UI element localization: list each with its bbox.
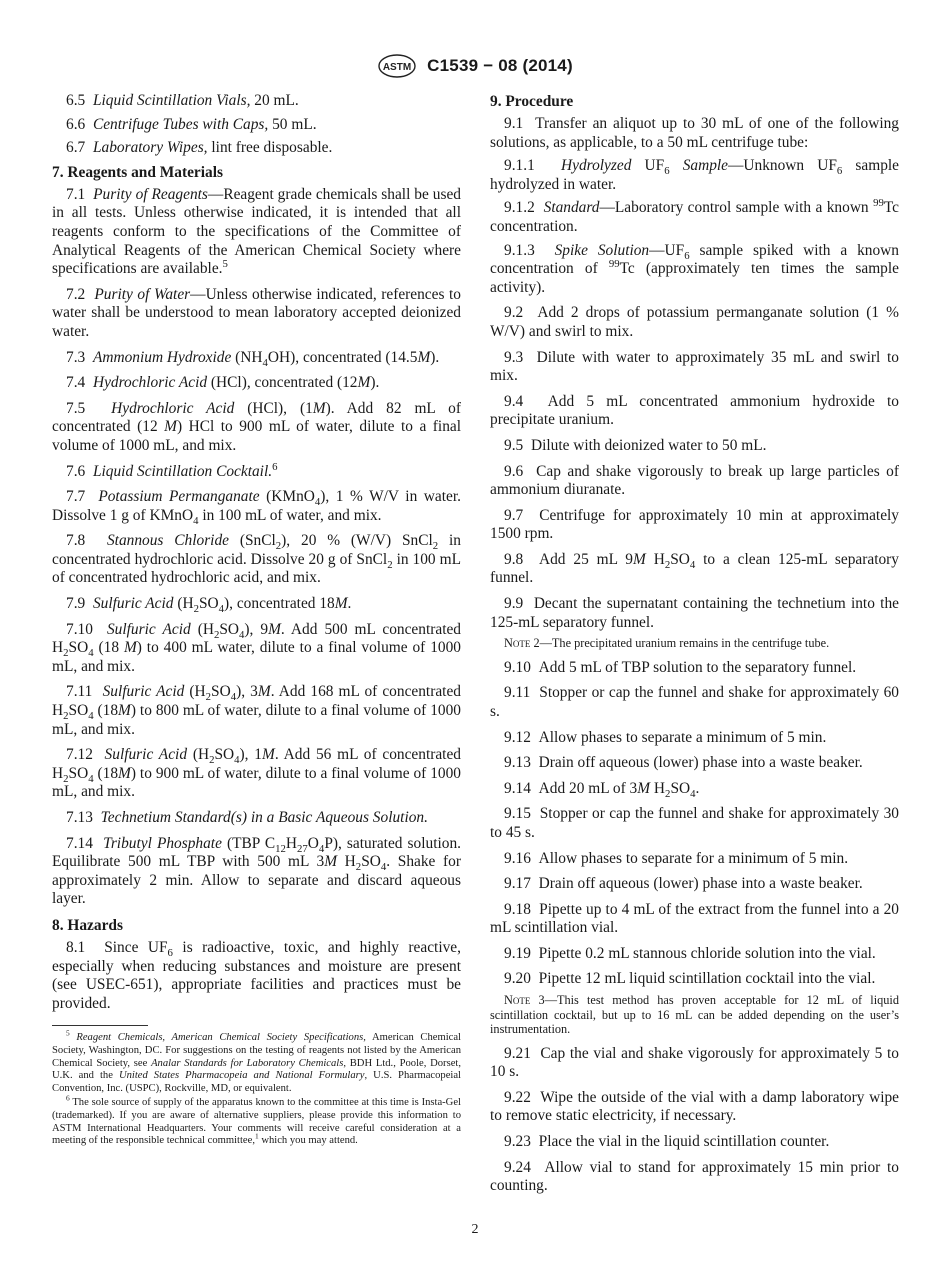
section-6-5: 6.5 Liquid Scintillation Vials, 20 mL. <box>66 92 299 109</box>
section-7-11: 7.11 Sulfuric Acid $(H_2SO_4)$, 3M. Add 168 mL of concentrated $H_2SO_4$ (18M) to 800 mL of water, dilute to a final volume of 1000 mL, and mix. <box>52 683 461 738</box>
section-9-24: 9.24 Allow vial to stand for approximately 15 min prior to counting. <box>490 1158 899 1195</box>
section-7-7: 7.7 Potassium Permanganate (KMnO$_4$), 1 % W/V in water. Dissolve 1 g of KMnO$_4$ in 100 mL of water, and mix. <box>52 488 461 527</box>
heading-9: 9. Procedure <box>490 93 574 110</box>
section-9-8: 9.8 Add 25 mL 9M $H_2SO_4$ to a clean 125-mL separatory funnel. <box>490 550 899 587</box>
section-9-9: 9.9 Decant the supernatant containing the technetium into the 125-mL separatory funnel. <box>490 595 899 631</box>
right-column <box>490 92 899 1203</box>
section-9-5: 9.5 Dilute with deionized water to 50 mL. <box>504 436 767 454</box>
section-9-16: 9.16 Allow phases to separate for a minimum of 5 min. <box>504 849 849 867</box>
section-7-2: 7.2 Purity of Water—Unless otherwise indicated, references to water shall be understood to mean laboratory accepted deionized water. <box>52 285 461 340</box>
section-7-12: 7.12 Sulfuric Acid $(H_2SO_4)$, 1M. Add 56 mL of concentrated $H_2SO_4$ (18M) to 900 mL of water, dilute to a final volume of 1000 mL, and mix. <box>52 746 461 801</box>
heading-7: 7. Reagents and Materials <box>52 163 223 181</box>
section-9-6: 9.6 Cap and shake vigorously to break up large particles of ammonium diuranate. <box>490 462 899 499</box>
section-9-15: 9.15 Stopper or cap the funnel and shake for approximately 30 to 45 s. <box>490 805 899 841</box>
heading-8: 8. Hazards <box>52 916 123 934</box>
section-7-8: 7.8 Stannous Chloride (SnCl$_2$), 20 % (W/V) SnCl$_2$ in concentrated hydrochloric acid. Dissolve 20 g of SnCl$_2$ in 100 mL of concentrated hydrochloric acid, and mix. <box>52 532 461 587</box>
section-9-22: 9.22 Wipe the outside of the vial with a damp laboratory wipe to remove static electricity, if necessary. <box>490 1088 899 1125</box>
section-9-1: 9.1 Transfer an aliquot up to 30 mL of one of the following solutions, as applicable, to a 50 mL centrifuge tube: <box>490 115 899 151</box>
section-9-10: 9.10 Add 5 mL of TBP solution to the separatory funnel. <box>504 658 857 676</box>
section-9-1-2: 9.1.2 Standard—Laboratory control sample with a known $^{99}$Tc concentration. <box>490 197 899 235</box>
left-column <box>52 92 461 1150</box>
note-3: Note 3—This test method has proven acceptable for 12 mL of liquid scintillation cocktail, but up to 16 mL can be added depending on the user’s instrumentation. <box>490 993 899 1037</box>
section-9-3: 9.3 Dilute with water to approximately 35 mL and swirl to mix. <box>490 348 899 385</box>
section-7-14: 7.14 Tributyl Phosphate (TBP $C_{12}H_{27}O_4P$), saturated solution. Equilibrate 500 mL TBP with 500 mL 3M $H_2SO_4$. Shake for approximately 2 min. Allow to separate and discard aqueous layer. <box>52 834 462 908</box>
standard-designation: C1539 − 08 (2014) <box>427 56 573 75</box>
section-9-18: 9.18 Pipette up to 4 mL of the extract from the funnel into a 20 mL scintillation vial. <box>490 900 899 937</box>
footnote-divider <box>52 1025 148 1026</box>
section-7-6: 7.6 Liquid Scintillation Cocktail.$^6$ <box>66 460 278 480</box>
section-7-4: 7.4 Hydrochloric Acid (HCl), concentrated (12M). <box>66 374 380 392</box>
section-6-6: 6.6 Centrifuge Tubes with Caps, 50 mL. <box>66 115 317 133</box>
section-8-1: 8.1 Since $UF_6$ is radioactive, toxic, and highly reactive, especially when reducing substances and moisture are present (see USEC-651), appropriate facilities and practices must be provided. <box>52 938 461 1012</box>
section-9-1-1: 9.1.1 Hydrolyzed $UF_6$ Sample—Unknown $UF_6$ sample hydrolyzed in water. <box>490 157 900 193</box>
section-9-14: 9.14 Add 20 mL of 3M $H_2SO_4$. <box>504 779 700 800</box>
section-9-19: 9.19 Pipette 0.2 mL stannous chloride solution into the vial. <box>504 944 876 962</box>
section-9-11: 9.11 Stopper or cap the funnel and shake for approximately 60 s. <box>490 684 899 720</box>
section-7-13: 7.13 Technetium Standard(s) in a Basic Aqueous Solution. <box>66 809 428 826</box>
section-9-1-3: 9.1.3 Spike $Solution—UF_6$ sample spiked with a known concentration of $^{99}$Tc (approximately ten times the sample activity). <box>490 241 899 296</box>
section-9-7: 9.7 Centrifuge for approximately 10 min at approximately 1500 rpm. <box>490 506 899 543</box>
section-7-10: 7.10 Sulfuric Acid $(H_2SO_4)$, 9M. Add 500 mL concentrated $H_2SO_4$ (18 M) to 400 mL water, dilute to a final volume of 1000 mL, and mix. <box>52 620 461 675</box>
section-9-4: 9.4 Add 5 mL concentrated ammonium hydroxide to precipitate uranium. <box>490 392 900 429</box>
section-6-7: 6.7 Laboratory Wipes, lint free disposable. <box>66 139 333 157</box>
section-9-17: 9.17 Drain off aqueous (lower) phase into a waste beaker. <box>504 875 863 893</box>
astm-logo-icon <box>377 54 417 78</box>
section-9-2: 9.2 Add 2 drops of potassium permanganate solution (1 % W/V) and swirl to mix. <box>490 304 899 340</box>
section-7-3: 7.3 Ammonium Hydroxide $(NH_4OH)$, concentrated (14.5M). <box>66 348 440 369</box>
svg-text:ASTM: ASTM <box>383 62 412 73</box>
section-9-12: 9.12 Allow phases to separate a minimum of 5 min. <box>504 728 827 746</box>
footnote-5: $^5$ Reagent Chemicals, American Chemical Society Specifications, American Chemical Society, Washington, DC. For suggestions on the testing of reagents not listed by the American Chemical Society, see Analar Standards for Laboratory Chemicals, BDH Ltd., Poole, Dorset, U.K. and the United States Pharmacopeia and National Formulary, U.S. Pharmacopeial Convention, Inc. (USPC), Rockville, MD, or equivalent. <box>52 1028 462 1094</box>
section-7-9: 7.9 Sulfuric Acid $(H_2SO_4)$, concentrated 18M. <box>66 595 352 616</box>
section-7-1: 7.1 Purity of Reagents—Reagent grade chemicals shall be used in all tests. Unless otherwise indicated, it is intended that all reagents conform to the specifications of the Committee of Analytical Reagents of the American Chemical Society where specifications are available.$^5$ <box>52 185 461 278</box>
page-header <box>0 54 950 78</box>
section-9-23: 9.23 Place the vial in the liquid scintillation counter. <box>504 1132 830 1150</box>
section-9-21: 9.21 Cap the vial and shake vigorously for approximately 5 to 10 s. <box>490 1044 899 1081</box>
page-number: 2 <box>471 1222 479 1237</box>
section-9-20: 9.20 Pipette 12 mL liquid scintillation cocktail into the vial. <box>504 970 876 988</box>
section-9-13: 9.13 Drain off aqueous (lower) phase into a waste beaker. <box>504 754 863 772</box>
section-7-5: 7.5 Hydrochloric Acid (HCl), (1M). Add 82 mL of concentrated (12 M) HCl to 900 mL of water, dilute to a final volume of 1000 mL, and mix. <box>52 399 462 454</box>
note-2: Note 2—The precipitated uranium remains in the centrifuge tube. <box>504 636 830 651</box>
footnote-6: $^6$ The sole source of supply of the apparatus known to the committee at this time is Insta-Gel (trademarked). If you are aware of alternative suppliers, please provide this information to ASTM International Headquarters. Your comments will receive careful consideration at a meeting of the responsible technical committee,$^1$ which you may attend. <box>52 1093 461 1147</box>
